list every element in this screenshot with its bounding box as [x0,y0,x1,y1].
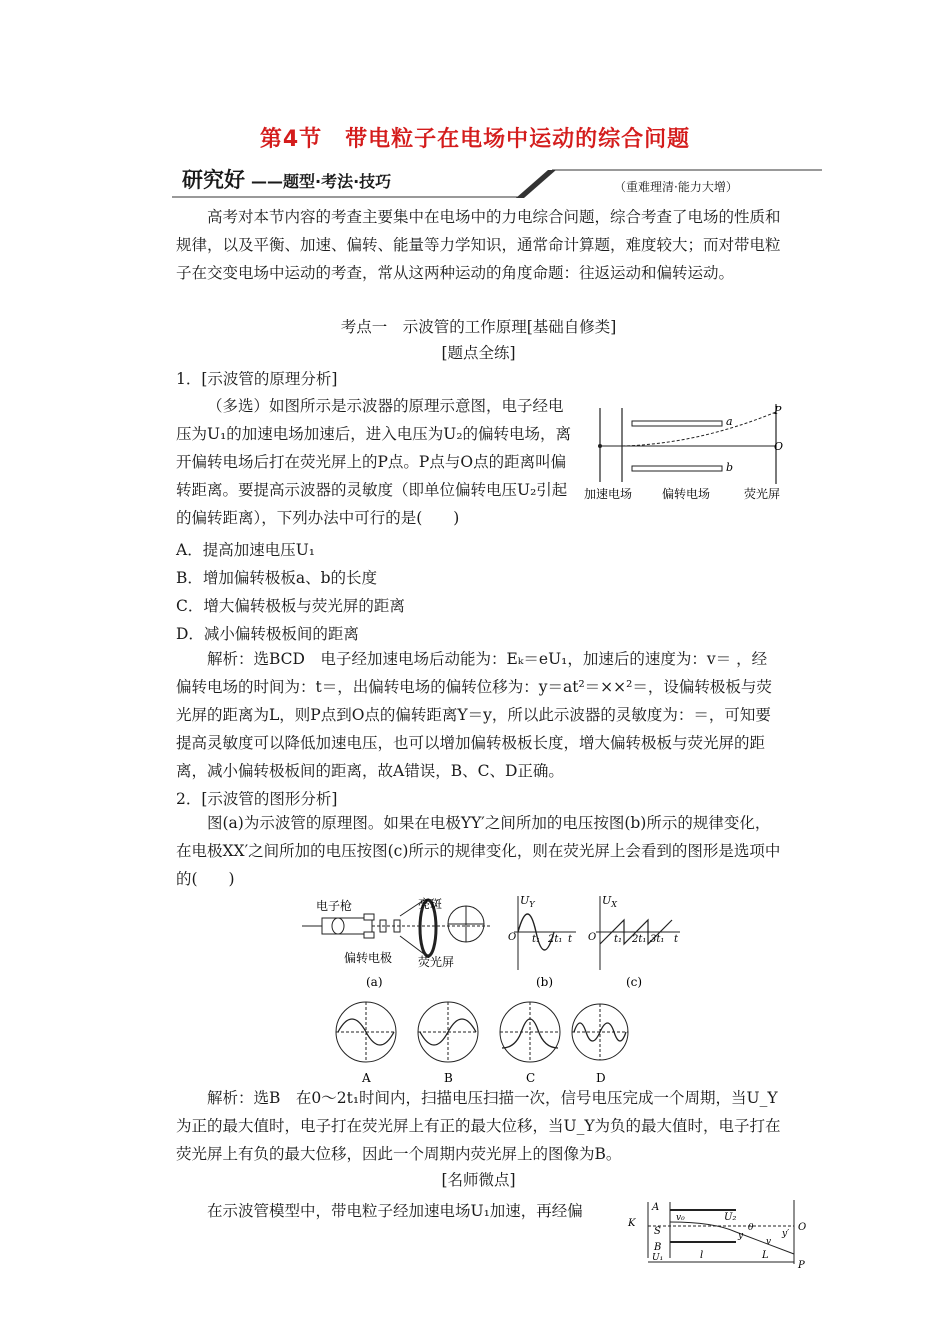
tick-c-t: t [674,934,679,945]
svg-text:l: l [700,1250,704,1261]
mark-a: a [726,415,733,428]
choice-c [500,1002,560,1085]
svg-text:P: P [798,1260,805,1271]
tick-c-2t1: 2t₁ [632,934,647,945]
tick-c-t1: t₁ [614,934,623,945]
mark-o: O [774,440,784,453]
q1-option-c: C．增大偏转极板与荧光屏的距离 [176,597,405,615]
svg-text:y′: y′ [782,1229,790,1239]
q2-figure-b [508,892,578,992]
banner-main: 研究好 [182,168,245,192]
tips-figure [624,1196,814,1272]
svg-text:U₁: U₁ [652,1253,664,1263]
svg-text:v₀: v₀ [676,1213,685,1223]
label-fscreen: 荧光屏 [418,955,455,969]
tick-c-3t1: 3t₁ [650,934,665,945]
q1-analysis: 解析：选BCD 电子经加速电场后动能为：Eₖ＝eU₁，加速后的速度为：v＝ ，经偏转电场的时间为：t＝，出偏转电场的偏转位移为：y＝at²＝××²＝，设偏转极板与荧光屏的距离为L，则P点到O点的偏转距离Y＝y，所以此示波器的灵敏度为：＝，可知要提高灵敏度可以降低加速电压，也可以增加偏转极板长度，增大偏转极板与荧光屏的距离，减小偏转极板间的距离，故A错误，B、C、D正确。 [176,650,772,780]
q2-choices [330,1000,630,1088]
tips-text: 在示波管模型中，带电粒子经加速电场U₁加速，再经偏 [207,1202,583,1220]
caption-b: (b) [536,975,554,989]
tips-title: [名师微点] [441,1171,516,1189]
label-gun: 电子枪 [316,899,353,913]
axis-uy: $U_Y$ [520,894,535,909]
tick-b-2t1: 2t₁ [548,934,563,945]
svg-text:K: K [628,1218,636,1229]
label-accel: 加速电场 [584,487,633,501]
label-plates: 偏转电极 [344,951,393,965]
label-spot: 亮斑 [418,897,443,911]
banner-sub: ——题型·考法·技巧 [251,172,392,191]
q1-option-d: D．减小偏转极板间的距离 [176,625,359,643]
q1-option-b: B．增加偏转极板a、b的长度 [176,569,378,587]
svg-text:A: A [652,1202,660,1213]
choice-b [418,1002,478,1085]
page-title: 第4节 带电粒子在电场中运动的综合问题 [259,127,691,152]
section-title: 考点一 示波管的工作原理[基础自修类] [340,318,617,336]
q1-tag: 1．[示波管的原理分析] [176,370,338,388]
svg-text:A: A [362,1071,371,1085]
tick-b-t: t [568,934,573,945]
svg-text:v: v [766,1237,772,1247]
svg-text:C: C [526,1071,536,1085]
caption-c: (c) [626,975,643,989]
q1-stem: （多选）如图所示是示波器的原理示意图，电子经电压为U₁的加速电场加速后，进入电压为U₂的偏转电场，离开偏转电场后打在荧光屏上的P点。P点与O点的距离叫偏转距离。要提高示波器的灵敏度（即单位偏转电压U₂引起的偏转距离），下列办法中可行的是( ) [176,397,572,527]
choice-d [572,1004,628,1085]
section-subtitle: [题点全练] [441,344,516,362]
tick-c-o: O [588,932,597,943]
q1-figure [578,398,788,504]
tick-b-t1: t₁ [532,934,541,945]
caption-a: (a) [366,975,383,989]
svg-text:U₂: U₂ [724,1212,737,1223]
mark-p: P [774,404,782,417]
label-screen: 荧光屏 [744,487,781,501]
intro-paragraph: 高考对本节内容的考查主要集中在电场中的力电综合问题，综合考查了电场的性质和规律，以及平衡、加速、偏转、能量等力学知识，通常命计算题，难度较大；而对带电粒子在交变电场中运动的考查，常从这两种运动的角度命题：往返运动和偏转运动。 [176,208,781,282]
q2-stem: 图(a)为示波管的原理图。如果在电极YY′之间所加的电压按图(b)所示的规律变化，在电极XX′之间所加的电压按图(c)所示的规律变化，则在荧光屏上会看到的图形是选项中的( ) [176,814,781,888]
svg-text:B: B [654,1242,662,1253]
axis-ux: $U_X$ [602,894,617,909]
q2-analysis: 解析：选B 在0～2t₁时间内，扫描电压扫描一次，信号电压完成一个周期，当U_Y为正的最大值时，电子打在荧光屏上有正的最大位移，当U_Y为负的最大值时，电子打在荧光屏上有负的最大位移，因此一个周期内荧光屏上的图像为B。 [176,1089,781,1163]
tick-b-o: O [508,932,517,943]
label-deflect: 偏转电场 [662,487,711,501]
q2-figure-c [588,892,684,992]
svg-text:y: y [738,1231,744,1241]
svg-text:S: S [654,1226,661,1237]
q2-tag: 2．[示波管的图形分析] [176,790,338,808]
svg-text:O: O [798,1222,807,1233]
choice-a [336,1002,396,1085]
svg-text:θ: θ [748,1223,754,1233]
banner-note: （重难理清·能力大增） [614,180,738,194]
svg-text:B: B [444,1071,453,1085]
q1-option-a: A．提高加速电压U₁ [176,541,315,559]
svg-text:L: L [762,1250,769,1261]
svg-text:D: D [596,1071,606,1085]
mark-b: b [726,461,734,474]
q2-figure-a [300,892,510,992]
